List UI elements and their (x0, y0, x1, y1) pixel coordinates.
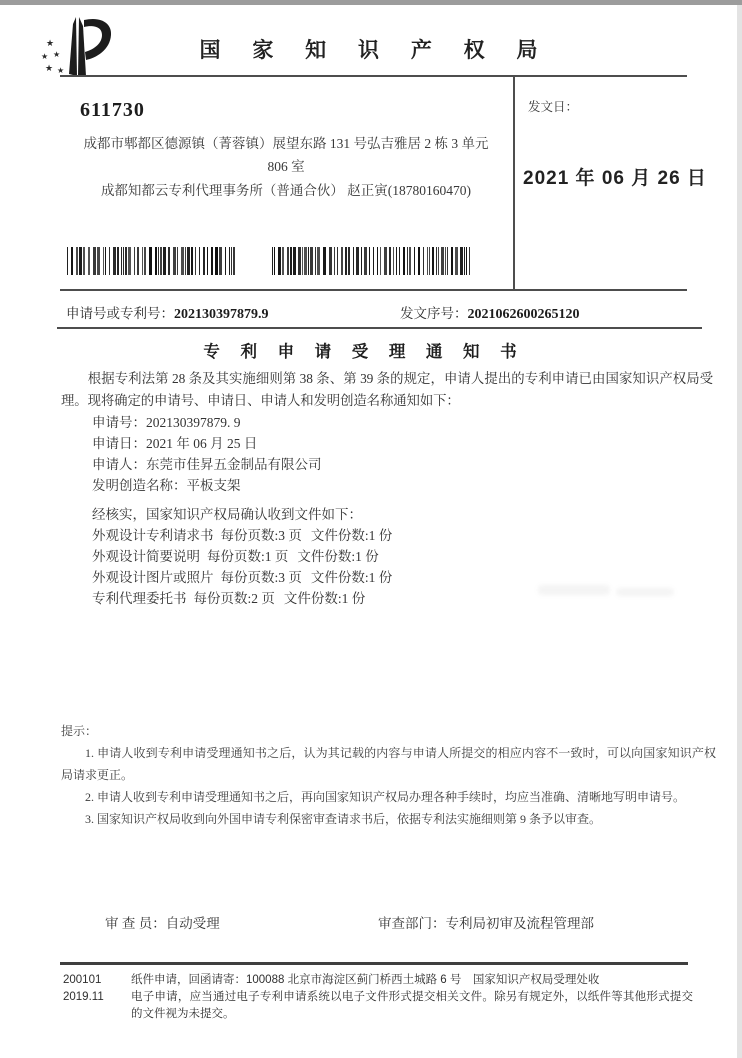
tips-heading: 提示： (61, 724, 98, 738)
recipient-address-line2: 806 室 (267, 159, 305, 174)
svg-text:★: ★ (57, 66, 65, 75)
notice-title: 专 利 申 请 受 理 通 知 书 (203, 343, 525, 361)
scan-top-edge (0, 0, 742, 5)
agency-title: 国 家 知 识 产 权 局 (199, 39, 551, 62)
notice-intro-paragraph: 根据专利法第 28 条及其实施细则第 38 条、第 39 条的规定，申请人提出的专利申请已由国家知识产权局受理。现将确定的申请号、申请日、申请人和发明创造名称通知如下： (61, 371, 713, 408)
confirm-line: 经核实，国家知识产权局确认收到文件如下： (92, 507, 362, 522)
application-number-label: 申请号或专利号： (66, 306, 174, 321)
examiner-value: 自动受理 (165, 916, 220, 931)
meta-row (66, 302, 706, 323)
footer-paper-line: 纸件申请，回函请寄：100088 北京市海淀区蓟门桥西土城路 6 号 国家知识产权局受理处收 (131, 974, 600, 986)
field-application-number: 申请号：202130397879. 9 (92, 415, 241, 430)
dispatch-date-value: 2021 年 06 月 26 日 (523, 168, 707, 189)
field-invention-title: 发明创造名称：平板支架 (92, 478, 241, 493)
barcode-right (272, 247, 473, 275)
document-row: 外观设计图片或照片 每份页数:3 页 文件份数:1 份 (92, 570, 393, 585)
scan-smudge (538, 585, 610, 595)
svg-text:★: ★ (41, 52, 49, 61)
tips-section (61, 720, 716, 830)
header-vertical-divider (513, 75, 515, 290)
tip-item-3: 3. 国家知识产权局收到向外国申请专利保密审查请求书后，依据专利法实施细则第 9 条予以审查。 (85, 812, 602, 826)
document-row: 专利代理委托书 每份页数:2 页 文件份数:1 份 (92, 591, 366, 606)
footer-rule (60, 962, 688, 965)
scan-smudge (616, 588, 674, 596)
barcode-left (67, 247, 237, 275)
signature-row (105, 912, 705, 932)
form-date: 2019.11 (63, 991, 104, 1003)
received-documents-block (92, 504, 392, 609)
footer-electronic-line: 电子申请，应当通过电子专利申请系统以电子文件形式提交相关文件。除另有规定外，以纸件等其他形式提交的文件视为未提交。 (131, 991, 693, 1020)
scan-right-edge (737, 5, 742, 1058)
tip-item-1: 1. 申请人收到专利申请受理通知书之后，认为其记载的内容与申请人所提交的相应内容不一致时，可以向国家知识产权局请求更正。 (61, 746, 716, 782)
meta-bottom-rule (57, 327, 702, 329)
footer-form-codes (63, 972, 104, 1006)
svg-text:★: ★ (45, 63, 54, 73)
serial-group (400, 302, 580, 323)
header-rule (60, 75, 687, 77)
dispatch-date-label: 发文日： (528, 100, 579, 114)
field-applicant: 申请人：东莞市佳昇五金制品有限公司 (92, 457, 322, 472)
department-value: 专利局初审及流程管理部 (445, 916, 594, 931)
svg-text:★: ★ (53, 50, 61, 59)
serial-number-value: 2021062600265120 (467, 307, 580, 322)
application-fields (92, 412, 322, 496)
serial-number-label: 发文序号： (400, 306, 468, 321)
barcode-bottom-rule (60, 289, 687, 291)
recipient-address-line1: 成都市郫都区德源镇（菁蓉镇）展望东路 131 号弘吉雅居 2 栋 3 单元 (83, 136, 489, 151)
svg-text:★: ★ (46, 38, 55, 48)
document-row: 外观设计简要说明 每份页数:1 页 文件份数:1 份 (92, 549, 379, 564)
footer-instructions (131, 972, 693, 1023)
tip-item-2: 2. 申请人收到专利申请受理通知书之后，再向国家知识产权局办理各种手续时，均应当准确、清晰地写明申请号。 (85, 790, 686, 804)
recipient-agent-line: 成都知都云专利代理事务所（普通合伙） 赵正寅(18780160470) (100, 183, 472, 198)
field-application-date: 申请日：2021 年 06 月 25 日 (92, 436, 258, 451)
application-number-value: 202130397879.9 (174, 307, 269, 322)
department-label: 审查部门： (378, 916, 446, 931)
form-code: 200101 (63, 974, 102, 986)
recipient-postcode: 611730 (80, 99, 145, 121)
department-group (378, 912, 594, 932)
examiner-label: 审 查 员： (105, 916, 166, 931)
document-row: 外观设计专利请求书 每份页数:3 页 文件份数:1 份 (92, 528, 393, 543)
